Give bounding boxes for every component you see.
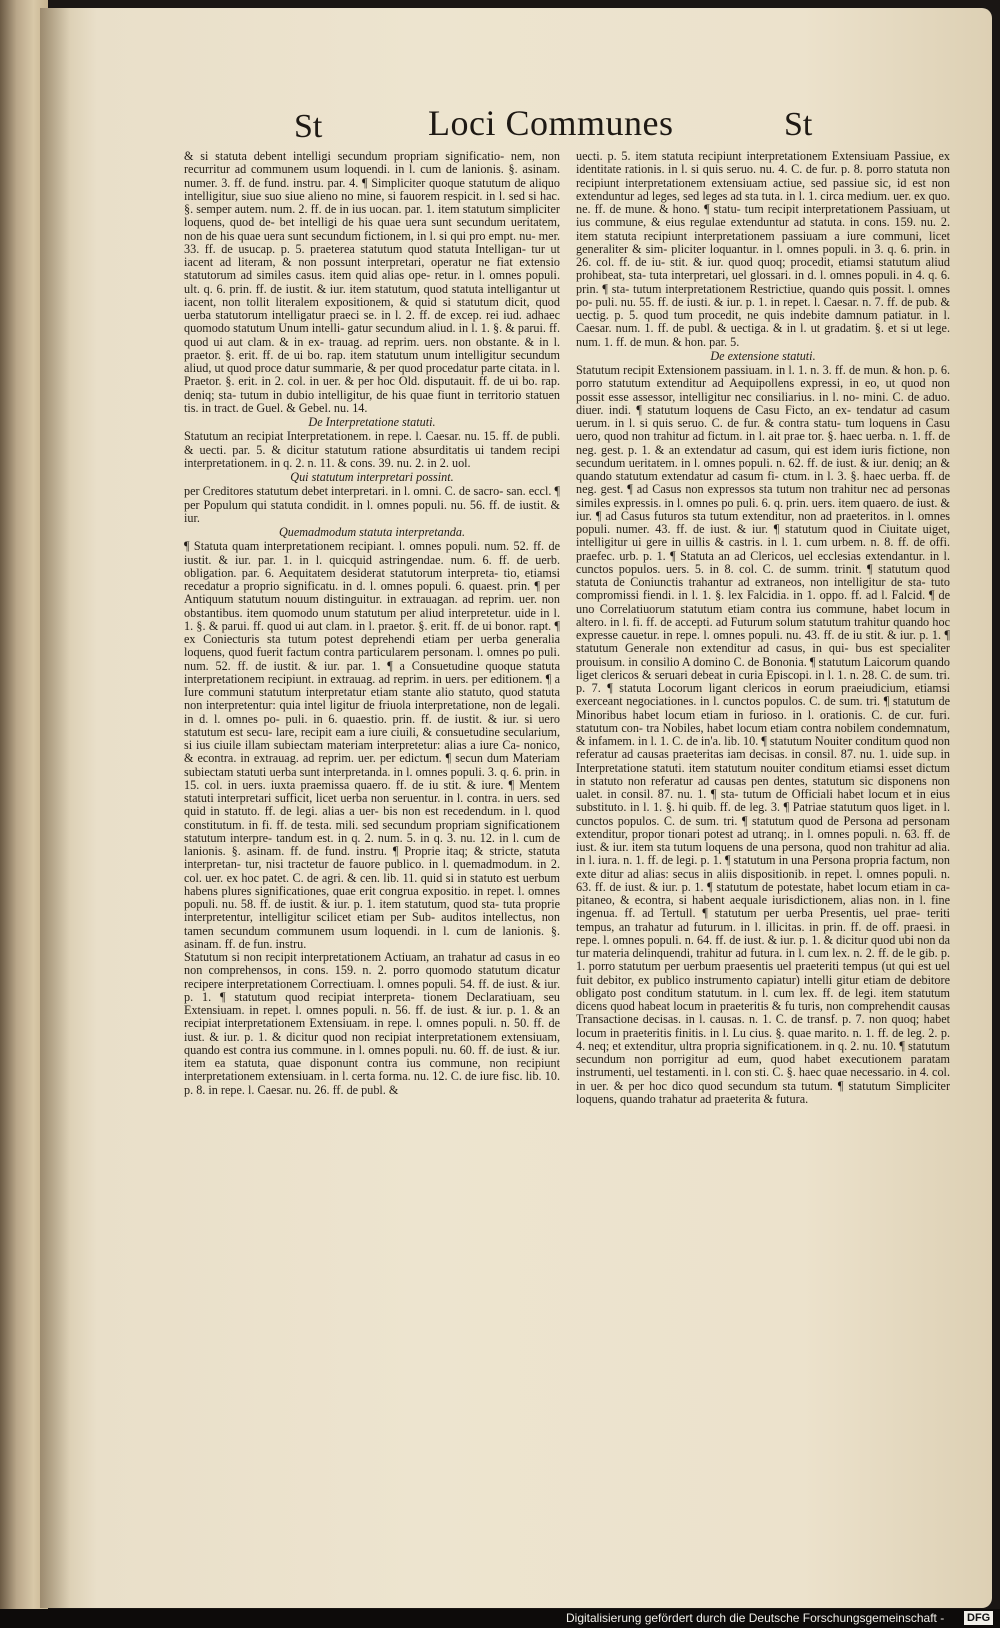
section-heading: Quemadmodum statuta interpretanda. — [278, 525, 466, 539]
text-paragraph: uecti. p. 5. item statuta recipiunt interpretationem Extensiuam Passiue, ex identitate rationis. in l. si quis seruo. nu. 4. C. de fur. p. 8. porro statuta non recipiunt interpretationem extensiuam actiue, sed passiue sic, id est non extenduntur ad leges, sed leges ad sta tuta. in l. 1. circa medium. uer. ex quo. ne. ff. de mune. & hono. ¶ statu- tum recipit interpretationem Passiuam, ut ius commune, & eius regulae extenduntur ad statuta. in cons. 159. nu. 2. item statuta recipiunt interpretationem passiuam a iure communi, licet generaliter & sim- pliciter loquantur. in l. omnes populi. in 3. q. 6. prin. in 26. col. ff. de iu- stit. & iur. quod quoq; procedit, etiamsi statutum aliud prohibeat, sta- tuta interpretari, uel glossari. in d. l. omnes populi. in 4. q. 6. prin. ¶ sta- tutum interpretationem Restrictiue, quando quis possit. l. omnes po- puli. nu. 55. ff. de iusti. & iur. p. 1. in repet. l. Caesar. n. 7. ff. de pub. & uectig. p. 5. quod tum procedit, ne quis indebite damnum patiatur. in l. Caesar. num. 1. ff. de publ. & uectiga. & in l. ut gradatim. §. et si ut lege. num. 1. ff. de mun. & hon. par. 5. — [576, 150, 950, 349]
text-paragraph: Statutum an recipiat Interpretationem. in repe. l. Caesar. nu. 15. ff. de publi. & uecti. par. 5. & dicitur statutum ratione absurditatis ui tandem recipi interpretationem. in q. 2. n. 11. & cons. 39. nu. 2. in 2. uol. — [184, 429, 560, 470]
text-paragraph: Statutum recipit Extensionem passiuam. in l. 1. n. 3. ff. de mun. & hon. p. 6. porro statutum extenditur ad Aequipollens expressi, in eo, ut quod non possit esse assessor, intelligitur nec consiliarius. in l. no- mini. C. de aduo. diuer. indi. ¶ statutum loquens de Casu Ficto, an ex- tendatur ad casum uerum. in l. si quis seruo. C. de fur. & contra statu- tum loquens in Casu uero, quod non trahitur ad fictum. in l. ait prae tor. §. haec uerba. n. 1. ff. de neg. gest. p. 1. & an extendatur ad casum, qui est idem iuris fictione, non secundum ueritatem. in l. omnes populi. n. 62. ff. de iust. & iur. deniq; an & quando statutum extendatur ad casum fi- ctum. in l. 3. §. haec uerba. ff. de neg. gest. ¶ ad Casus non expressos sta tutum non trahitur nec ad personas similes expressis. in l. omnes po puli. 6. q. prin. uers. item quaero. de iust. & iur. ¶ ad Casus futuros sta tutum extenditur, non ad praeteritos. in l. omnes populi. numer. 43. ff. de iust. & iur. ¶ statutum quod in Ciuitate uiget, intelligitur ui gere in uillis & castris. in l. 1. cum urbem. n. 8. ff. de offi. praefec. urb. p. 1. ¶ Statuta an ad Clericos, uel ecclesias extendantur. in l. cunctos populos. uers. 5. in 8. col. C. de summ. trinit. ¶ statutum quod statuta de Coniunctis trahantur ad extraneos, non intelligitur de sta- tuto compromissi fiendi. in l. 1. §. lex Falcidia. in 1. oppo. ff. ad l. Falcid. ¶ de uno Correlatiuorum statutum etiam contra ius commune, habet locum in altero. in l. fi. ff. de accepti. ad Futurum solum statutum trahitur quando hoc expresse cauetur. in repe. l. omnes populi. nu. 43. ff. de iu stit. & iur. p. 1. ¶ statutum Generale non extenditur ad casus, in qui- bus est specialiter prouisum. in consilio A domino C. de Bononia. ¶ statutum Laicorum quando liget clericos & seruari debeat in curia Episcopi. in l. 1. n. 28. C. de sum. tri. p. 7. ¶ statuta Locorum ligant clericos in eorum praeiudicium, etiamsi exerceant negociationes. in l. cunctos populos. C. de sum. tri. ¶ statutum de Minoribus habet locum etiam in furioso. in l. orationis. C. de cur. furi. statutum con- tra Nobiles, habet locum etiam contra nobilem condemnatum, & infamem. in l. 1. C. de in'a. lib. 10. ¶ statutum Nouiter conditum quod non referatur ad causas praeteritas iam decisas. in consil. 87. nu. 1. uide sup. in Interpretatione statuti. item statutum nouiter conditum etiamsi esset dictum in statuto non referatur ad causas pen dentes, statutum sic disponens non ualet. in consil. 87. nu. 1. ¶ sta- tutum de Officiali habet locum et in eius substituto. in l. 1. §. hi quib. ff. de leg. 3. ¶ Patriae statutum quos liget. in l. cunctos populos. C. de sum. tri. ¶ statutum quod de Persona ad personam extenditur, propor tionari potest ad utranq;. in l. omnes populi. n. 63. ff. de iust. & iur. item sta tutum loquens de una persona, quod non trahitur ad alia. in l. iura. n. 1. ff. de legi. p. 1. ¶ statutum in una Persona propria factum, non exte ditur ad alias: secus in aliis dispositionib. in repet. l. omnes populi. n. 63. ff. de iust. & iur. p. 1. ¶ statutum de potestate, habet locum etiam in ca- pitaneo, & econtra, si habent aequale iurisdictionem, alias non. in l. fine ingenua. ff. ad Tertull. ¶ statutum per uerba Presentis, uel prae- teriti tempus, an trahatur ad futurum. in l. illicitas. in prin. ff. de off. praesi. in repe. l. omnes populi. n. 64. ff. de iust. & iur. p. 1. & dicitur quod ubi non da tur materia delinquendi, trahitur ad futura. in l. cum lex. n. 2. ff. de le gib. p. 1. porro statutum per uerbum praesentis uel praeteriti tempus (ut qui est uel fuit debitor, ex publico instrumento capiatur) intelli gitur etiam de debitore obligato post conditum statutum. in l. cum lex. ff. de legi. item statutum dicens quod habeat locum in praeteritis & fu turis, non comprehendit causas Transactione decisas. in l. causas. n. 1. C. de transf. p. 7. non quoq; habet locum in praeteritis finitis. in l. Lu cius. §. quae marito. n. 1. ff. de leg. 2. p. 4. neq; et extenditur, ultra propria significationem. in q. 2. nu. 10. ¶ statutum secundum non porrigitur ad eum, quod habet executionem paratam instrumenti, uel testamenti. in l. con sti. C. §. haec quae necessario. in 4. col. in uer. & per hoc dico quod secundum sta tutum. ¶ statutum Simpliciter loquens, quando trahatur ad praeterita & futura. — [576, 363, 950, 1106]
digitization-footer — [0, 1609, 1000, 1628]
section-heading: De extensione statuti. — [710, 348, 816, 363]
running-header — [0, 100, 1000, 150]
header-right-letters: St — [784, 106, 813, 143]
dfg-logo: DFG — [964, 1611, 993, 1625]
gutter-shadow — [40, 8, 70, 1608]
right-text-column — [576, 150, 950, 1260]
text-paragraph: ¶ Statuta quam interpretationem recipiant. l. omnes populi. num. 52. ff. de iustit. & iur. par. 1. in l. quicquid astringendae. num. 6. ff. de uerb. obligation. par. 6. Aequitatem desiderat statutorum interpreta- tio, etiamsi recedatur a proprio significatu. in d. l. omnes populi. 6. quaest. prin. ¶ per Antiquum statutum nouum distinguitur. in extrauagan. ad reprim. uer. non obstantibus. item quomodo unum statutum per aliud interpretetur. uide in l. 1. §. & parui. ff. quod ui aut clam. in l. praetor. §. erit. ff. de ui bonor. rapt. ¶ ex Coniecturis sta tutum potest deprehendi etiam per uerba generalia loquens, quod fuerit factum contra particularem personam. l. omnes po puli. num. 52. ff. de iustit. & iur. par. 1. ¶ a Consuetudine quoque statuta interpretationem recipiunt. in extrauag. ad reprim. in uers. per editionem. ¶ a Iure communi statutum interpretatur etiam stante alio statuto, quod statuta non interpretentur: quia intel ligitur de friuola interpretatione, non de legali. in d. l. omnes po- puli. in 6. quaestio. prin. ff. de iustit. & iur. si uero statutum est secu- lare, recipit eam a iure ciuili, & consuetudine secularium, si ius ciuile illam subiectam materiam interpretetur: alias a iure Ca- nonico, & econtra. in extrauag. ad reprim. uer. per edictum. ¶ secun dum Materiam subiectam statuti uerba sunt interpretanda. in l. omnes populi. 3. q. 6. prin. in 15. col. in uers. iuxta praemissa quaero. ff. de iu stit. & iure. ¶ Mentem statuti interpretari sufficit, licet uerba non seruentur. in l. contra. in uers. sed quid in statuto. ff. de legi. alias a uer- bis non est recedendum. in l. quod constitutum. in fi. ff. de testa. mili. sed secundum propriam significationem statutum interpre- tandum est. in q. 2. num. 5. in q. 3. nu. 12. in l. cum de lanionis. §. asinam. ff. de fund. instru. ¶ Proprie itaq; & stricte, statuta interpretan- tur, nisi tractetur de fauore publico. in l. quemadmodum. in 2. col. uer. ex hoc patet. C. de agri. & cen. lib. 11. quid si in statuto est uerbum habens plures significationes, quae erit congrua expositio. in repet. l. omnes populi. nu. 58. ff. de iustit. & iur. p. 1. item statutum, quod sta- tuta proprie interpretentur, intelligitur scilicet etiam per Sub- auditos intellectus, non tamen secundum communem usum loquendi. in l. cum de lanionis. §. asinam. ff. de fun. instru. — [184, 539, 560, 951]
section-heading: De Interpretatione statuti. — [308, 415, 436, 429]
header-left-letters: St — [294, 108, 323, 145]
header-title: Loci Communes — [428, 103, 674, 143]
left-text-column — [184, 150, 560, 1242]
funding-credit: Digitalisierung gefördert durch die Deutsche Forschungsgemeinschaft - — [566, 1611, 945, 1625]
text-paragraph: & si statuta debent intelligi secundum propriam significatio- nem, non recurritur ad communem usum loquendi. in l. cum de lanionis. §. asinam. numer. 3. ff. de fund. instru. par. 4. ¶ Simpliciter quoque statutum de aliquo intelligitur, siue suo siue alieno no mine, si fauorem respicit. in l. sed si hac. §. semper autem. num. 2. ff. de in ius uocan. par. 1. item statutum simpliciter loquens, quod de- bet intelligi de his quae uera sunt secundum ueritatem, non de his quae uera sunt secundum fictionem, in l. si qui pro empt. nu- mer. 33. ff. de usucap. p. 5. praeterea statutum quod statuta Intelligan- tur ut iacent ad literam, & non possunt interpretari, operatur ne fiat extensio statutorum ad similes casus. item quid alias ope- retur. in l. omnes populi. ult. q. 6. prin. ff. de iustit. & iur. item statutum, quod statuta intelligantur ut iacent, non tollit literalem expositionem, & quid si statutum dicit, quod uerba statutorum intelligatur praeci se. in l. 2. ff. de excep. rei iud. adhaec quomodo statutum Unum intelli- gatur secundum aliud. in l. 1. §. & parui. ff. quod ui aut clam. & in ex- trauag. ad reprim. uers. non obstante. & in l. praetor. §. erit. ff. de ui bo. rap. item statutum unum intelligitur secundum aliud, ut quod proce datur summarie, & per quod procedatur parte citata. in l. Praetor. §. erit. in 2. col. in uer. & per hoc Old. disputauit. ff. de ui bo. rap. deniq; sta- tutum in dubio intelligitur, de his quae fiunt in territorio statuen tis. in tract. de Guel. & Gebel. nu. 14. — [184, 150, 560, 415]
text-paragraph: per Creditores statutum debet interpretari. in l. omni. C. de sacro- san. eccl. ¶ per Populum qui statuta condidit. in l. omnes populi. nu. 56. ff. de iustit. & iur. — [184, 484, 560, 525]
section-heading: Qui statutum interpretari possint. — [290, 470, 454, 484]
text-paragraph: Statutum si non recipit interpretationem Actiuam, an trahatur ad casus in eo non comprehensos, in cons. 159. n. 2. porro quomodo statutum dicatur recipere interpretationem Correctiuam. l. omnes populi. 54. ff. de iust. & iur. p. 1. ¶ statutum quod recipiat interpreta- tionem Declaratiuam, seu Extensiuam. in repet. l. omnes populi. n. 56. ff. de iust. & iur. p. 1. & an recipiat interpretationem Extensiuam. in repe. l. omnes populi. n. 50. ff. de iust. & iur. p. 1. & dicitur quod non recipiat interpretationem extensiuam, quando est contra ius commune. in l. omnes populi. nu. 60. ff. de iust. & iur. item ea statuta, quae disponunt contra ius commune, non recipiunt interpretationem extensiuam. in l. certa forma. nu. 12. C. de iure fisc. lib. 10. p. 8. in repe. l. Caesar. nu. 26. ff. de publ. & — [184, 950, 560, 1097]
